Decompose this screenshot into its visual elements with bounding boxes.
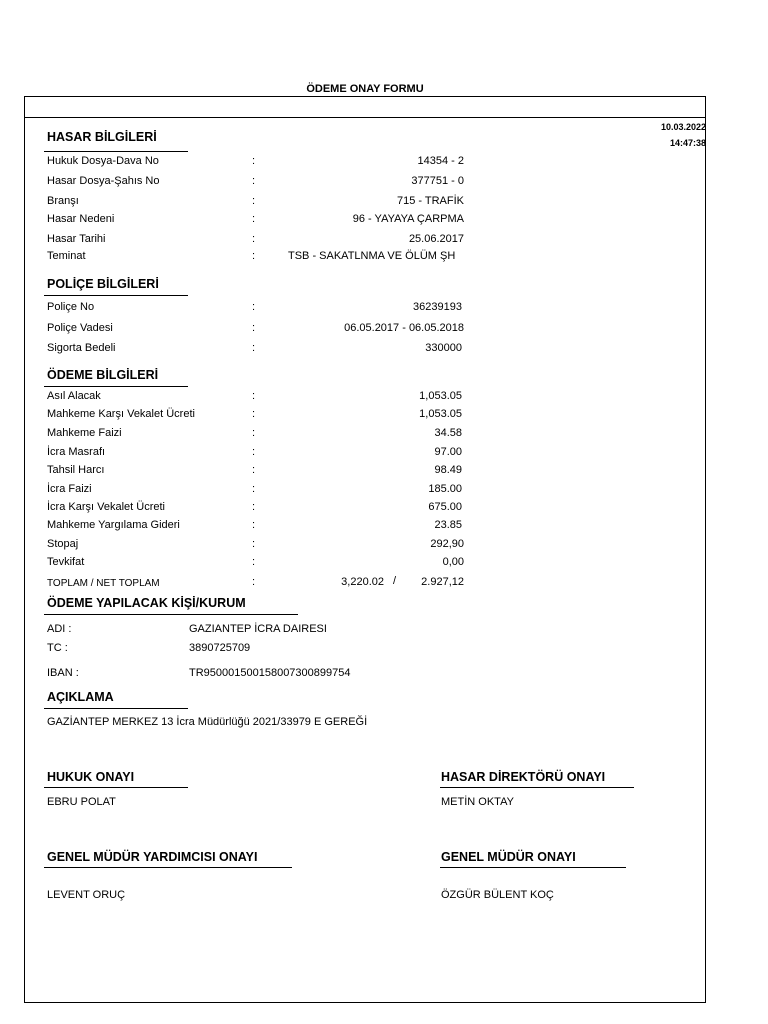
colon: : (252, 301, 256, 313)
odeme-value-yargilama-gideri: 23.85 (434, 519, 462, 531)
odeme-heading-rule (44, 386, 188, 387)
odeme-label-icra-masrafi: İcra Masrafı (47, 446, 106, 458)
hasar-value-nedeni: 96 - YAYAYA ÇARPMA (352, 213, 464, 225)
odeme-label-icra-vekalet: İcra Karşı Vekalet Ücreti (47, 501, 165, 513)
colon: : (252, 427, 256, 439)
alici-adi-value: GAZIANTEP İCRA DAIRESI (189, 623, 327, 635)
net-toplam-value: 2.927,12 (421, 576, 464, 588)
colon: : (252, 250, 256, 262)
header-divider (24, 117, 705, 118)
hasar-label-teminat: Teminat (47, 250, 86, 262)
colon: : (252, 576, 256, 588)
odeme-label-icra-faizi: İcra Faizi (47, 483, 92, 495)
odeme-value-asil-alacak: 1,053.05 (419, 390, 462, 402)
colon: : (252, 483, 256, 495)
odeme-label-mahkeme-vekalet: Mahkeme Karşı Vekalet Ücreti (47, 408, 195, 420)
police-value-no: 36239193 (413, 301, 462, 313)
colon: : (252, 175, 256, 187)
police-label-vadesi: Poliçe Vadesi (47, 322, 113, 334)
colon: : (252, 390, 256, 402)
hasar-label-tarihi: Hasar Tarihi (47, 233, 106, 245)
colon: : (252, 233, 256, 245)
colon: : (252, 155, 256, 167)
hasar-value-dosya-dava: 14354 - 2 (417, 155, 464, 167)
odeme-label-yargilama-gideri: Mahkeme Yargılama Gideri (47, 519, 180, 531)
odeme-value-tahsil-harci: 98.49 (434, 464, 462, 476)
gmy-onayi-rule (44, 867, 292, 868)
hasar-value-bransi: 715 - TRAFİK (396, 195, 464, 207)
odeme-value-mahkeme-vekalet: 1,053.05 (419, 408, 462, 420)
odeme-label-asil-alacak: Asıl Alacak (47, 390, 101, 402)
hasar-heading: HASAR BİLGİLERİ (47, 130, 157, 144)
alici-heading: ÖDEME YAPILACAK KİŞİ/KURUM (47, 596, 246, 610)
aciklama-text: GAZİANTEP MERKEZ 13 İcra Müdürlüğü 2021/33979 E GEREĞİ (47, 716, 368, 728)
hasar-label-bransi: Branşı (47, 195, 79, 207)
police-label-no: Poliçe No (47, 301, 95, 313)
alici-tc-label: TC : (47, 642, 68, 654)
alici-iban-label: IBAN : (47, 667, 79, 679)
hukuk-onayi-name: EBRU POLAT (47, 796, 116, 808)
colon: : (252, 556, 256, 568)
aciklama-heading: AÇIKLAMA (47, 690, 114, 704)
colon: : (252, 464, 256, 476)
alici-heading-rule (44, 614, 298, 615)
alici-tc-value: 3890725709 (189, 642, 251, 654)
gmy-onayi-name: LEVENT ORUÇ (47, 889, 126, 901)
odeme-label-stopaj: Stopaj (47, 538, 79, 550)
colon: : (252, 342, 256, 354)
colon: : (252, 519, 256, 531)
hasar-direktoru-rule (440, 787, 634, 788)
odeme-label-mahkeme-faizi: Mahkeme Faizi (47, 427, 122, 439)
odeme-label-tevkifat: Tevkifat (47, 556, 85, 568)
colon: : (252, 322, 256, 334)
police-value-vadesi: 06.05.2017 - 06.05.2018 (344, 322, 464, 334)
hasar-value-dosya-sahis: 377751 - 0 (411, 175, 464, 187)
toplam-value: 3,220.02 (341, 576, 384, 588)
odeme-value-icra-masrafi: 97.00 (434, 446, 462, 458)
police-heading-rule (44, 295, 188, 296)
hasar-value-teminat: TSB - SAKATLNMA VE ÖLÜM ŞH (288, 250, 456, 262)
odeme-value-stopaj: 292,90 (430, 538, 464, 550)
odeme-value-mahkeme-faizi: 34.58 (434, 427, 462, 439)
print-date: 10.03.2022 (660, 122, 706, 132)
hasar-label-dosya-sahis: Hasar Dosya-Şahıs No (47, 175, 160, 187)
odeme-value-icra-vekalet: 675.00 (428, 501, 462, 513)
print-time: 14:47:38 (669, 138, 706, 148)
gm-onayi-name: ÖZGÜR BÜLENT KOÇ (441, 889, 554, 901)
hasar-direktoru-heading: HASAR DİREKTÖRÜ ONAYI (441, 770, 606, 784)
police-label-bedel: Sigorta Bedeli (47, 342, 116, 354)
gm-onayi-rule (440, 867, 626, 868)
odeme-heading: ÖDEME BİLGİLERİ (47, 368, 159, 382)
colon: : (252, 538, 256, 550)
colon: : (252, 213, 256, 225)
form-title: ÖDEME ONAY FORMU (306, 83, 424, 95)
colon: : (252, 195, 256, 207)
odeme-value-tevkifat: 0,00 (442, 556, 464, 568)
toplam-label: TOPLAM / NET TOPLAM (47, 578, 160, 589)
odeme-value-icra-faizi: 185.00 (428, 483, 462, 495)
colon: : (252, 446, 256, 458)
aciklama-heading-rule (44, 708, 188, 709)
colon: : (252, 501, 256, 513)
hasar-direktoru-name: METİN OKTAY (441, 796, 514, 808)
colon: : (252, 408, 256, 420)
gmy-onayi-heading: GENEL MÜDÜR YARDIMCISI ONAYI (47, 850, 258, 864)
gm-onayi-heading: GENEL MÜDÜR ONAYI (441, 850, 576, 864)
police-heading: POLİÇE BİLGİLERİ (47, 277, 159, 291)
alici-adi-label: ADI : (47, 623, 72, 635)
hukuk-onayi-rule (44, 787, 188, 788)
hukuk-onayi-heading: HUKUK ONAYI (47, 770, 135, 784)
alici-iban-value: TR950001500158007300899754 (189, 667, 351, 679)
toplam-separator: / (393, 575, 397, 587)
hasar-label-nedeni: Hasar Nedeni (47, 213, 115, 225)
police-value-bedel: 330000 (425, 342, 462, 354)
hasar-label-dosya-dava: Hukuk Dosya-Dava No (47, 155, 159, 167)
hasar-value-tarihi: 25.06.2017 (408, 233, 464, 245)
hasar-heading-rule (44, 151, 188, 152)
odeme-label-tahsil-harci: Tahsil Harcı (47, 464, 105, 476)
